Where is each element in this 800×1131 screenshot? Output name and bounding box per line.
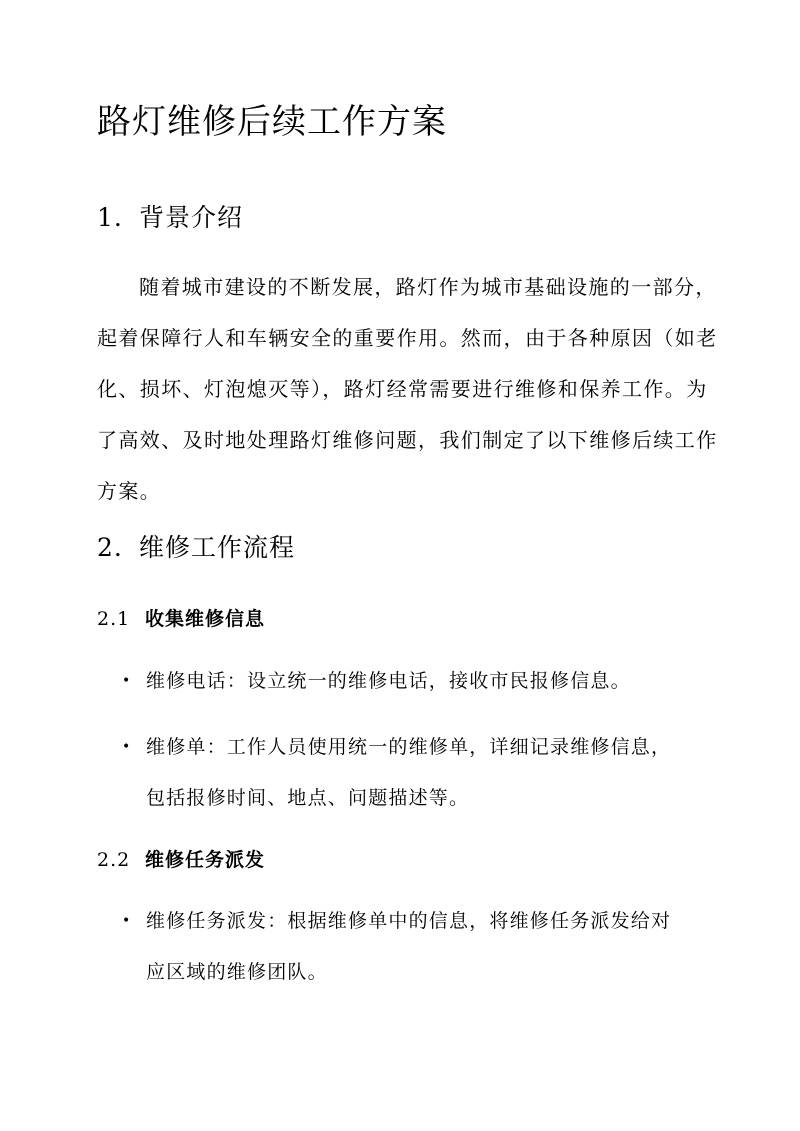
bullet-item-repair-phone [122, 656, 702, 707]
paragraph-line: 了高效、及时地处理路灯维修问题，我们制定了以下维修后续工作 [97, 428, 718, 452]
section-2-number: 2. [97, 533, 123, 562]
paragraph-line: 起着保障行人和车辆安全的重要作用。然而，由于各种原因（如老 [97, 326, 718, 350]
bullet-item-task-dispatch [122, 896, 702, 998]
section-1-heading [97, 198, 243, 234]
subsection-2-2-title: 维修任务派发 [145, 849, 266, 871]
paragraph-line: 方案。 [97, 479, 162, 503]
paragraph-line: 随着城市建设的不断发展，路灯作为城市基础设施的一部分， [139, 275, 717, 299]
bullet-line: 维修任务派发：根据维修单中的信息，将维修任务派发给对 [146, 910, 672, 932]
section-1-title: 背景介绍 [139, 203, 244, 232]
bullet-item-repair-form [122, 722, 702, 824]
subsection-2-1-title: 收集维修信息 [145, 608, 266, 630]
subsection-2-2-number: 2.2 [97, 849, 131, 871]
bullet-line: 维修电话：设立统一的维修电话，接收市民报修信息。 [146, 670, 631, 692]
background-paragraph [97, 262, 718, 517]
section-1-number: 1. [97, 203, 123, 232]
bullet-icon: • [122, 739, 132, 755]
document-title: 路灯维修后续工作方案 [97, 102, 447, 142]
section-2-title: 维修工作流程 [139, 533, 296, 562]
bullet-line: 包括报修时间、地点、问题描述等。 [146, 787, 470, 809]
subsection-2-2-heading [97, 845, 265, 872]
paragraph-line: 化、损坏、灯泡熄灭等），路灯经常需要进行维修和保养工作。为 [97, 377, 708, 401]
bullet-icon: • [122, 913, 132, 929]
section-2-heading [97, 528, 295, 564]
subsection-2-1-number: 2.1 [97, 608, 131, 630]
bullet-line: 维修单：工作人员使用统一的维修单，详细记录维修信息， [146, 736, 672, 758]
bullet-line: 应区域的维修团队。 [146, 961, 328, 983]
subsection-2-1-heading [97, 604, 265, 631]
bullet-icon: • [122, 673, 132, 689]
